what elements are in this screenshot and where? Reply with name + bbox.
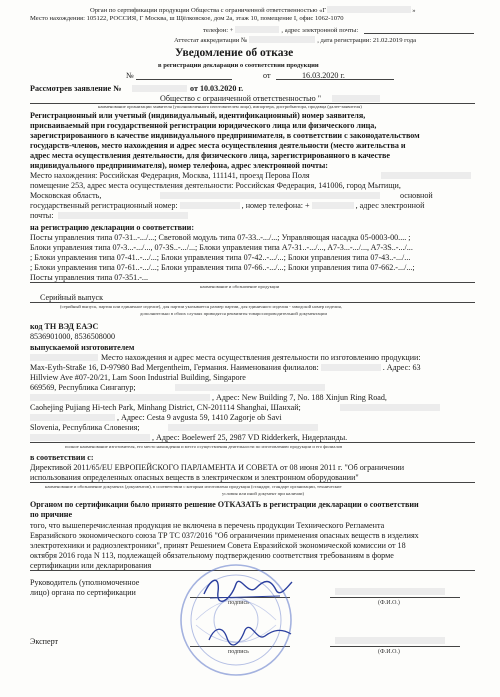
redacted-branch-3 <box>340 404 440 411</box>
notice-number-label: № <box>126 71 134 80</box>
manufacturer-underline <box>30 442 475 443</box>
application-label: Рассмотрев заявление № <box>30 84 122 93</box>
product-line-1: Посты управления типа 07-31..-.../...; Световой модуль типа 07-33..-.../...; Управляющая насадка 05-0003-00.... ; <box>30 233 411 242</box>
redacted-address <box>381 172 471 179</box>
accreditation-line: Аттестат аккредитации № , дата регистрации: 21.02.2019 года <box>174 37 417 44</box>
product-line-5: Посты управления типа 07-351.-... <box>30 273 148 282</box>
expert-label: Эксперт <box>30 637 59 646</box>
conformity-line-2: использования определенных опасных веществ в электрическом и электронном оборудовании" <box>30 473 359 482</box>
series-caption-1: (серийный выпуск, партия или единичное изделие), для партии указывается размер партии, для единичного изделия - заводской номер изделия, <box>60 304 342 309</box>
notice-date-label: от <box>263 71 271 80</box>
redacted-head-name <box>335 588 445 595</box>
manufacturer-line-5: , Адрес: New Building 7, No. 188 Xinjun Ring Road, <box>212 393 387 402</box>
reason-line-2: Евразийского экономического союза ТР ТС 037/2016 "Об ограничении применения опасных веществ в изделиях <box>30 531 419 540</box>
redacted-branch-4 <box>30 414 115 421</box>
reason-line-5: сертификации или декларирования <box>30 561 152 570</box>
applicant-org-name: Общество с ограниченной ответственностью " <box>160 94 322 103</box>
applicant-heading-5: адрес места осуществления деятельности, для физического лица, зарегистрированного в качестве <box>30 151 390 160</box>
head-fio-caption: (Ф.И.О.) <box>378 600 400 606</box>
conformity-caption-2: условия или иной документ при наличии) <box>222 491 304 496</box>
conformity-heading: в соответствии с: <box>30 453 94 462</box>
applicant-email: почты: <box>30 211 54 220</box>
redacted-email <box>58 212 188 219</box>
head-sign-caption: подпись <box>228 600 249 606</box>
decision-line-1: Органом по сертификации было принято решение ОТКАЗАТЬ в регистрации декларации о соответствии <box>30 500 419 509</box>
manufacturer-line-9: , Адрес: Boelewerf 25, 2987 VD Ridderkerk, Нидерланды. <box>152 433 348 442</box>
notice-date: 16.03.2020 г. <box>302 71 345 80</box>
cert-body-name: Орган по сертификации продукции Общества с ограниченной ответственностью «Г » <box>90 7 416 14</box>
applicant-heading-1: Регистрационный или учетный (индивидуальный, идентификационный) номер заявителя, <box>30 111 366 120</box>
redacted-expert-name <box>335 637 445 644</box>
tnved-codes: 8536901000, 8536508000 <box>30 332 115 341</box>
document-subtitle: в регистрации декларации о соответствии продукции <box>158 62 319 69</box>
conformity-caption-1: наименование и обозначение документа (документов), в соответствии с которым изготовлена продукция (стандарт, стандарт организации, технические <box>45 484 342 489</box>
reason-line-4: октября 2016 года N 113, подлежащей обязательному подтверждению соответствия требованиям в форме <box>30 551 394 560</box>
expert-fio-caption: (Ф.И.О.) <box>378 649 400 655</box>
head-signature-scribble <box>200 572 295 606</box>
application-date: от 10.03.2020 г. <box>190 84 244 93</box>
applicant-address-3: Московская область, <box>30 191 102 200</box>
product-line-3: ; Блоки управления типа 07-41..-.../...; Блоки управления типа 07-42..-.../...; Блоки управления типа 07-43..-.../... <box>30 253 411 262</box>
manufacturer-caption: полное наименование изготовителя, его место нахождения и место осуществления деятельности по изготовлению продукции и его филиалов <box>65 444 343 449</box>
manufacturer-line-3: Hillview Ave #07-20/21, Lam Soon Industrial Building, Singapore <box>30 373 246 382</box>
products-heading: на регистрацию декларации о соответствии: <box>30 223 195 232</box>
products-underline <box>30 282 475 283</box>
conformity-line-1: Директивой 2011/65/EU ЕВРОПЕЙСКОГО ПАРЛАМЕНТА И СОВЕТА от 08 июня 2011 г. "Об ограничении <box>30 463 405 472</box>
manufacturer-line-4: 669569, Республика Сингапур; <box>30 383 136 392</box>
manufacturer-line-8: Slovenia, Республика Словения; <box>30 423 140 432</box>
applicant-address-3b: основной <box>400 191 433 200</box>
head-label-1: Руководитель (уполномоченное <box>30 578 140 587</box>
notice-number-line <box>136 79 232 80</box>
head-label-2: лицо) органа по сертификации <box>30 588 136 597</box>
product-line-4: ; Блоки управления типа 07-61..-.../...; Блоки управления типа 07-66..-.../...; Блоки управления типа 07-662.-.../...; <box>30 263 415 272</box>
cert-body-contacts: телефон: + , адрес электронной почты: <box>203 27 359 34</box>
applicant-heading-3: зарегистрированного в качестве индивидуального предпринимателя, в соответствии с законодательством <box>30 131 420 140</box>
series-caption-2: дополнительно в обоих случаях приводятся реквизиты товаросопроводительной документации <box>140 311 327 316</box>
manufacturer-line-2: Max-Eyth-Straße 16, D-97980 Bad Mergentheim, Германия. Наименования филиалов: . Адрес: 63 <box>30 363 421 372</box>
decision-line-2: по причине <box>30 510 73 519</box>
tnved-heading: код ТН ВЭД ЕАЭС <box>30 322 99 331</box>
series-value: Серийный выпуск <box>40 293 104 302</box>
document-title: Уведомление об отказе <box>175 47 294 59</box>
applicant-reg-number: государственный регистрационный номер: , номер телефона: + , адрес электронной <box>30 201 425 210</box>
expert-sign-caption: подпись <box>228 649 249 655</box>
manufacturer-line-7: , Адрес: Cesta 9 avgusta 59, 1410 Zagorje ob Savi <box>117 413 282 422</box>
redacted-address-2 <box>160 192 380 199</box>
series-underline <box>30 302 475 303</box>
redacted-manufacturer <box>30 354 98 361</box>
manufacturer-line-1: Место нахождения и адрес места осуществления деятельности по изготовлению продукции: <box>101 353 421 362</box>
org-caption: наименование организации заявителя (уполномоченного изготовителем лица), импортера, дистрибьютора, продавца (далее-заявителя) <box>98 104 362 109</box>
reason-line-1: того, что вышеперечисленная продукция не включена в перечень продукции Технического Регламента <box>30 521 385 530</box>
redacted-org-name <box>332 95 380 102</box>
applicant-heading-6: индивидуального предпринимателя), номер телефона, адрес электронной почты: <box>30 161 328 170</box>
applicant-address-2: помещение 253, адрес места осуществления деятельности: Российская Федерация, 141006, город Мытищи, <box>30 181 401 190</box>
manufacturer-heading: выпускаемой изготовителем <box>30 343 135 352</box>
applicant-heading-4: государств-членов, место нахождения и адрес места осуществления деятельности (место жительства и <box>30 141 406 150</box>
redacted-branch-5 <box>168 424 318 431</box>
cert-body-address: Место нахождения: 105122, РОССИЯ, Г Москва, ш Щёлковское, дом 2а, этаж 10, помещение I, офис 1062-1070 <box>30 15 344 22</box>
redacted-branch-2 <box>30 394 210 401</box>
redacted-branch-6 <box>30 434 150 441</box>
product-line-2: Блоки управления типа 07-3...-.../..., 07-3S..-.../...; Блоки управления типа A7-31..-.../..., A7-3...-.../..., A7-3S..-.../... <box>30 243 413 252</box>
manufacturer-line-6: Caohejing Pujiang Hi-tech Park, Minhang District, CN-201114 Shanghai, Шанхай; <box>30 403 301 412</box>
redacted-application-number <box>132 85 187 92</box>
conformity-underline <box>30 482 475 483</box>
reason-line-3: электротехники и радиоэлектроники", принят Решением Совета Евразийской экономической комиссии от 18 <box>30 541 406 550</box>
applicant-address-1: Место нахождения: Российская Федерация, Москва, 111141, проезд Перова Поля <box>30 171 310 180</box>
expert-fio-line <box>330 646 460 647</box>
head-fio-line <box>330 597 460 598</box>
email-underline <box>364 33 474 34</box>
products-caption: наименование и обозначение продукции <box>200 284 280 289</box>
notice-date-line <box>276 79 394 80</box>
redacted-branch-1 <box>175 384 325 391</box>
applicant-heading-2: присваиваемый при государственной регистрации юридического лица или физического лица, <box>30 121 377 130</box>
expert-signature-scribble <box>205 620 295 650</box>
